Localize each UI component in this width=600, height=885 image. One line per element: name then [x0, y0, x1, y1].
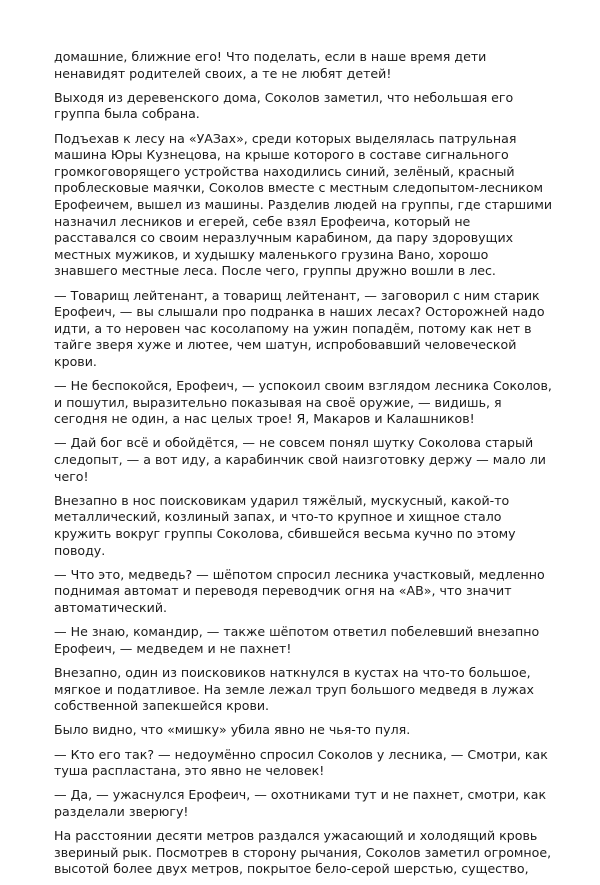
paragraph: Внезапно в нос поисковикам ударил тяжёлый, мускусный, какой-то металлический, козлиный запах, и что-то крупное и хищное стало кружить вокруг группы Соколова, сбившейся весьма кучно по этому поводу. [54, 492, 516, 558]
paragraph: — Дай бог всё и обойдётся, — не совсем понял шутку Соколова старый следопыт, — а вот иду, а карабинчик свой наизготовку держу — мало ли чего! [54, 435, 546, 484]
paragraph: — Не беспокойся, Ерофеич, — успокоил своим взглядом лесника Соколов, и пошутил, выразительно показывая на своё оружие, — видишь, я сегодня не один, а нас целых трое! Я, Макаров и Калашников! [54, 378, 552, 427]
paragraph: Внезапно, один из поисковиков наткнулся в кустах на что-то большое, мягкое и податливое. На земле лежал труп большого медведя в лужах собственной запекшейся крови. [54, 664, 534, 714]
paragraph: — Что это, медведь? — шёпотом спросил лесника участковый, медленно поднимая автомат и переводя переводчик огня на «АВ», что значит автоматический. [54, 566, 545, 615]
paragraph: — Товарищ лейтенант, а товарищ лейтенант, — заговорил с ним старик Ерофеич, — вы слышали про подранка в наших лесах? Осторожней надо идти, а то неровен час косолапому на ужин попадём, потому как нет в тайге зверя хуже и лютее, чем шатун, испробовавший человеческой крови. [54, 287, 545, 369]
paragraph: Выходя из деревенского дома, Соколов заметил, что небольшая его группа была собрана. [54, 89, 514, 122]
paragraph: Было видно, что «мишку» убила явно не чья-то пуля. [54, 722, 411, 738]
paragraph: На расстоянии десяти метров раздался ужасающий и холодящий кровь звериный рык. Посмотрев в сторону рычания, Соколов заметил огромное, высотой более двух метров, покрытое бело-серой шерстью, существо, [54, 828, 552, 877]
document-page [54, 49, 554, 885]
paragraph: домашние, ближние его! Что поделать, если в наше время дети ненавидят родителей своих, а те не любят детей! [54, 49, 487, 81]
paragraph: Подъехав к лесу на «УАЗах», среди которых выделялась патрульная машина Юры Кузнецова, на крыше которого в составе сигнального громкоговорящего устройства находились синий, зелёный, красный проблесковые маячки, Соколов вместе с местным следопытом-лесником Ерофеичем, вышел из машины. Разделив людей на группы, где старшими назначил лесников и егерей, себе взял Ерофеича, который не расставался со своим неразлучным карабином, да пару здоровущих местных мужиков, и худышку маленького грузина Вано, хорошо знавшего местные леса. После чего, группы дружно вошли в лес. [54, 130, 553, 279]
paragraph: — Не знаю, командир, — также шёпотом ответил побелевший внезапно Ерофеич, — медведем и не пахнет! [54, 624, 540, 656]
paragraph: — Да, — ужаснулся Ерофеич, — охотниками тут и не пахнет, смотри, как разделали зверюгу! [54, 787, 547, 819]
paragraph: — Кто его так? — недоумённо спросил Соколов у лесника, — Смотри, как туша распластана, это явно не человек! [54, 746, 548, 779]
